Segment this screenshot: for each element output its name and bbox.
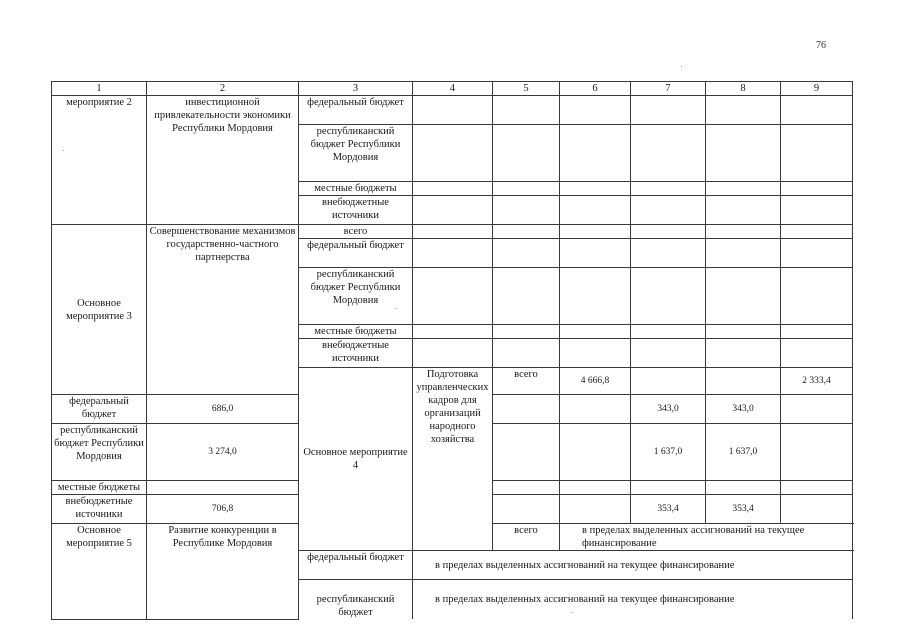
financing-note: в пределах выделенных ассигнований на текущее финансирование bbox=[413, 551, 853, 580]
activity-name: Основное мероприятие 5 bbox=[52, 524, 147, 620]
source-label: всего bbox=[299, 225, 413, 239]
value-cell: 2 333,4 bbox=[781, 368, 853, 395]
column-header: 1 bbox=[52, 82, 147, 96]
source-label: всего bbox=[493, 524, 560, 551]
activity-title: Подготовка управленческих кадров для организаций народного хозяйства bbox=[413, 368, 493, 551]
financing-note: в пределах выделенных ассигнований на текущее финансирование bbox=[560, 524, 853, 551]
source-label: внебюджетные источники bbox=[52, 495, 147, 524]
scan-speck bbox=[572, 612, 573, 613]
column-header: 3 bbox=[299, 82, 413, 96]
source-label: местные бюджеты bbox=[52, 481, 147, 495]
column-header-row bbox=[52, 82, 853, 96]
page-number: 76 bbox=[816, 40, 826, 51]
financing-note: в пределах выделенных ассигнований на текущее финансирование bbox=[413, 580, 853, 620]
source-label: местные бюджеты bbox=[299, 182, 413, 196]
activity-title: Развитие конкуренции в Республике Мордовия bbox=[147, 524, 299, 620]
activity-name: Основное мероприятие 4 bbox=[299, 368, 413, 551]
table-row bbox=[52, 225, 853, 239]
source-label: всего bbox=[493, 368, 560, 395]
column-header: 8 bbox=[706, 82, 781, 96]
source-label: внебюджетные источники bbox=[299, 339, 413, 368]
scan-speck bbox=[681, 66, 682, 67]
column-header: 6 bbox=[560, 82, 631, 96]
source-label: федеральный бюджет bbox=[299, 96, 413, 125]
source-label: федеральный бюджет bbox=[52, 395, 147, 424]
column-header: 9 bbox=[781, 82, 853, 96]
source-label: республиканский бюджет bbox=[299, 580, 413, 620]
column-header: 2 bbox=[147, 82, 299, 96]
source-label: внебюджетные источники bbox=[299, 196, 413, 225]
value-cell: 353,4 bbox=[631, 495, 706, 524]
value-cell: 343,0 bbox=[631, 395, 706, 424]
scan-speck bbox=[63, 150, 64, 151]
source-label: республиканский бюджет Республики Мордовия bbox=[299, 268, 413, 325]
value-cell: 353,4 bbox=[706, 495, 781, 524]
activity-title: инвестиционной привлекательности экономики Республики Мордовия bbox=[147, 96, 299, 225]
budget-table bbox=[51, 81, 853, 620]
value-cell: 706,8 bbox=[147, 495, 299, 524]
source-label: республиканский бюджет Республики Мордовия bbox=[52, 424, 147, 481]
value-cell: 3 274,0 bbox=[147, 424, 299, 481]
activity-name: Основное мероприятие 3 bbox=[52, 225, 147, 395]
source-label: федеральный бюджет bbox=[299, 551, 413, 580]
value-cell: 1 637,0 bbox=[631, 424, 706, 481]
scan-speck bbox=[396, 308, 397, 309]
value-cell: 343,0 bbox=[706, 395, 781, 424]
column-header: 4 bbox=[413, 82, 493, 96]
value-cell: 686,0 bbox=[147, 395, 299, 424]
activity-title: Совершенствование механизмов государственно-частного партнерства bbox=[147, 225, 299, 395]
source-label: местные бюджеты bbox=[299, 325, 413, 339]
source-label: федеральный бюджет bbox=[299, 239, 413, 268]
column-header: 7 bbox=[631, 82, 706, 96]
source-label: республиканский бюджет Республики Мордовия bbox=[299, 125, 413, 182]
activity-name: мероприятие 2 bbox=[52, 96, 147, 225]
value-cell: 1 637,0 bbox=[706, 424, 781, 481]
value-cell: 4 666,8 bbox=[560, 368, 631, 395]
table-row bbox=[52, 96, 853, 125]
column-header: 5 bbox=[493, 82, 560, 96]
